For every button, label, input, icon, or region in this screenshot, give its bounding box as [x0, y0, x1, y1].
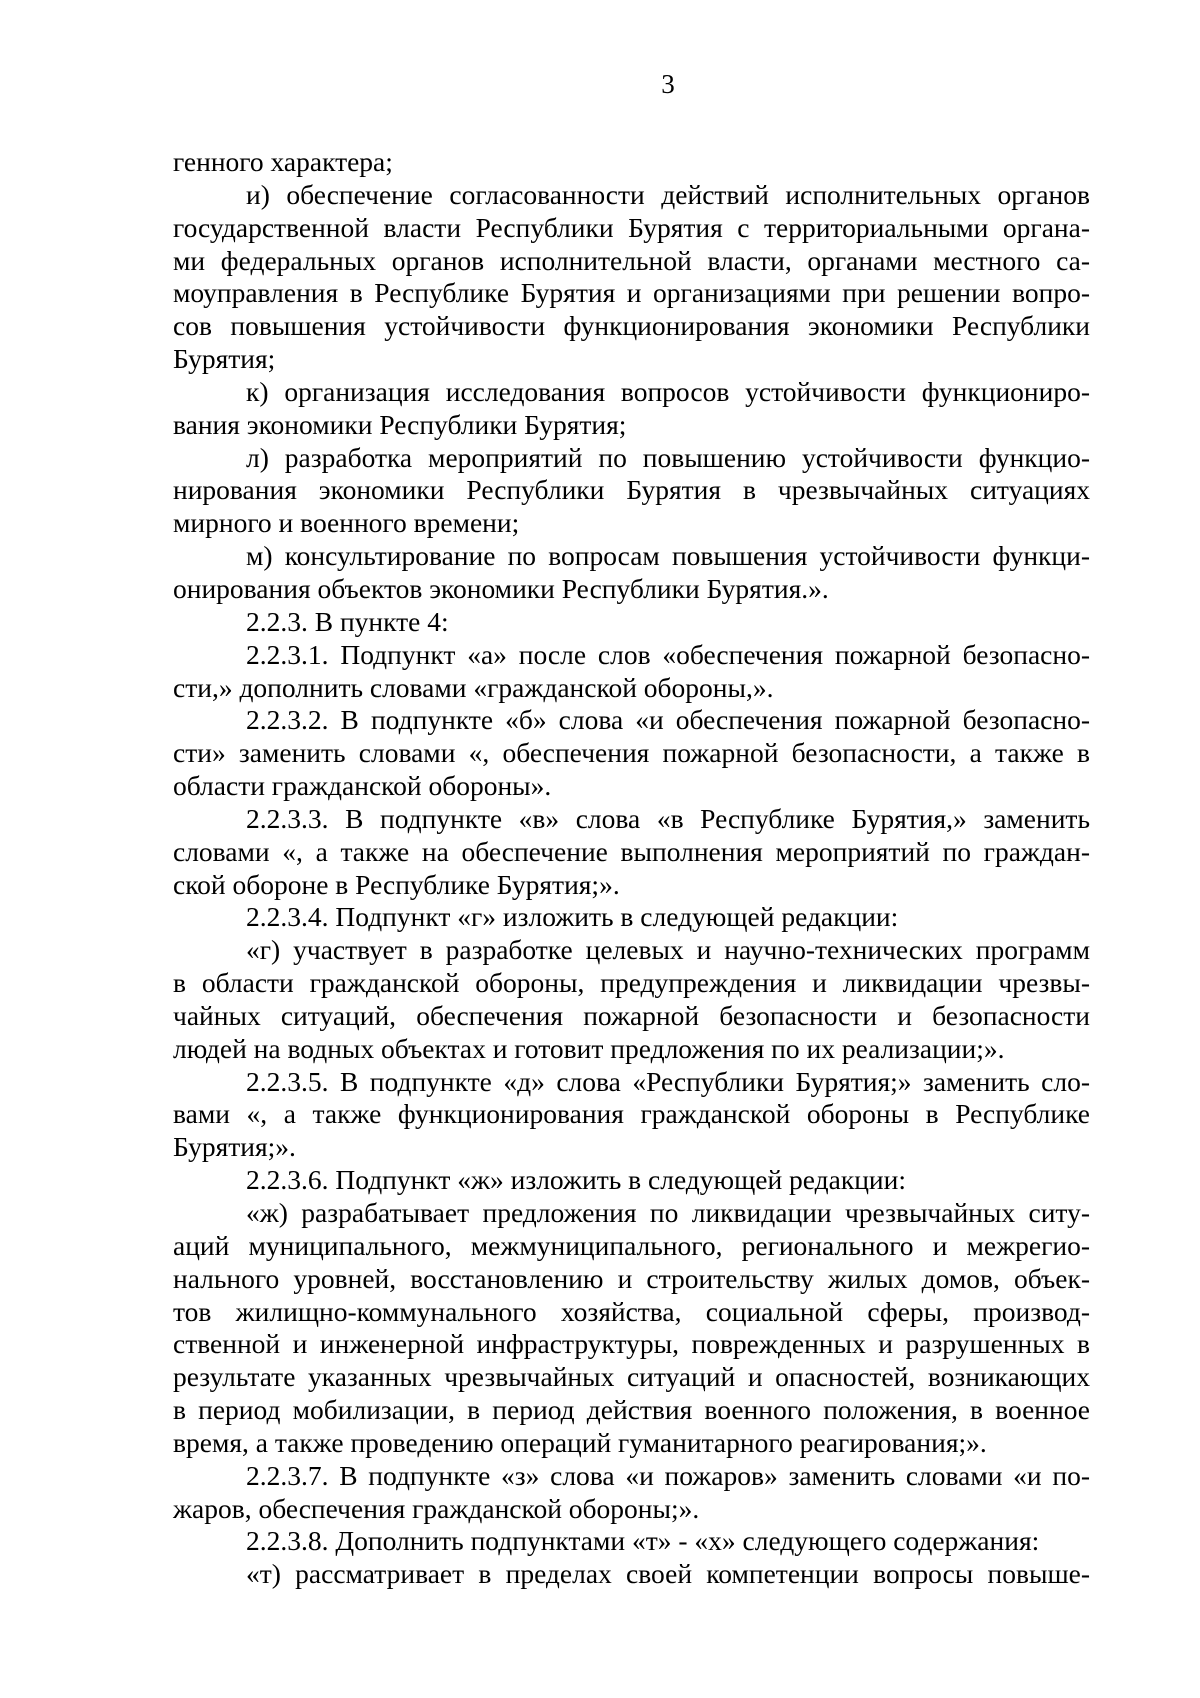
- text-line: в период мобилизации, в период действия военного положения, в военное: [173, 1394, 1090, 1426]
- text-line: области гражданской обороны».: [173, 770, 552, 802]
- text-line: нального уровней, восстановлению и строительству жилых домов, объек-: [173, 1262, 1090, 1294]
- text-line: нирования экономики Республики Бурятия в чрезвычайных ситуациях: [173, 474, 1090, 506]
- document-body: [173, 146, 1090, 1591]
- text-line: сов повышения устойчивости функционирования экономики Республики: [173, 310, 1090, 342]
- text-line: «ж) разрабатывает предложения по ликвидации чрезвычайных ситу-: [246, 1197, 1090, 1228]
- page-number: 3: [661, 69, 675, 99]
- text-line: аций муниципального, межмуниципального, регионального и межрегио-: [173, 1229, 1090, 1261]
- text-line: 2.2.3.3. В подпункте «в» слова «в Республике Бурятия,» заменить: [246, 802, 1090, 834]
- text-line: 2.2.3.4. Подпункт «г» изложить в следующей редакции:: [246, 901, 899, 933]
- text-line: 2.2.3.6. Подпункт «ж» изложить в следующей редакции:: [246, 1164, 906, 1196]
- text-line: ми федеральных органов исполнительной власти, органами местного са-: [173, 244, 1090, 276]
- text-line: к) организация исследования вопросов устойчивости функциониро-: [246, 375, 1090, 407]
- text-line: л) разработка мероприятий по повышению устойчивости функцио-: [246, 441, 1090, 473]
- text-line: людей на водных объектах и готовит предложения по их реализации;».: [173, 1032, 1005, 1064]
- text-line: 2.2.3.5. В подпункте «д» слова «Республики Бурятия;» заменить сло-: [246, 1065, 1090, 1097]
- text-line: «г) участвует в разработке целевых и научно-технических программ: [246, 934, 1090, 966]
- text-line: 2.2.3.1. Подпункт «а» после слов «обеспечения пожарной безопасно-: [246, 638, 1090, 670]
- text-line: словами «, а также на обеспечение выполнения мероприятий по граждан-: [173, 835, 1090, 867]
- text-line: ской обороне в Республике Бурятия;».: [173, 868, 620, 900]
- text-line: результате указанных чрезвычайных ситуаций и опасностей, возникающих: [173, 1361, 1090, 1393]
- text-line: 2.2.3.2. В подпункте «б» слова «и обеспечения пожарной безопасно-: [246, 704, 1090, 736]
- text-line: 2.2.3.7. В подпункте «з» слова «и пожаров» заменить словами «и по-: [246, 1459, 1090, 1491]
- text-line: 2.2.3. В пункте 4:: [246, 605, 449, 637]
- text-line: мирного и военного времени;: [173, 507, 520, 539]
- text-line: и) обеспечение согласованности действий исполнительных органов: [246, 178, 1090, 210]
- text-line: время, а также проведению операций гуманитарного реагирования;».: [173, 1426, 987, 1458]
- text-line: тов жилищно-коммунального хозяйства, социальной сферы, производ-: [173, 1295, 1090, 1327]
- text-line: 2.2.3.8. Дополнить подпунктами «т» - «х» следующего содержания:: [246, 1525, 1040, 1557]
- text-line: Бурятия;».: [173, 1131, 296, 1163]
- text-line: государственной власти Республики Бурятия с территориальными органа-: [173, 211, 1090, 243]
- text-line: м) консультирование по вопросам повышения устойчивости функци-: [246, 540, 1090, 572]
- text-line: ственной и инженерной инфраструктуры, поврежденных и разрушенных в: [173, 1328, 1090, 1360]
- text-line: вания экономики Республики Бурятия;: [173, 408, 627, 440]
- text-line: жаров, обеспечения гражданской обороны;».: [173, 1492, 700, 1524]
- text-line: чайных ситуаций, обеспечения пожарной безопасности и безопасности: [173, 999, 1090, 1031]
- text-line: Бурятия;: [173, 343, 276, 375]
- text-line: генного характера;: [173, 146, 393, 177]
- text-line: сти» заменить словами «, обеспечения пожарной безопасности, а также в: [173, 737, 1090, 769]
- text-line: моуправления в Республике Бурятия и организациями при решении вопро-: [173, 277, 1090, 309]
- text-line: «т) рассматривает в пределах своей компетенции вопросы повыше-: [246, 1558, 1090, 1590]
- text-line: сти,» дополнить словами «гражданской обороны,».: [173, 671, 774, 703]
- text-line: онирования объектов экономики Республики Бурятия.».: [173, 572, 829, 604]
- text-line: в области гражданской обороны, предупреждения и ликвидации чрезвы-: [173, 967, 1090, 999]
- text-line: вами «, а также функционирования гражданской обороны в Республике: [173, 1098, 1090, 1130]
